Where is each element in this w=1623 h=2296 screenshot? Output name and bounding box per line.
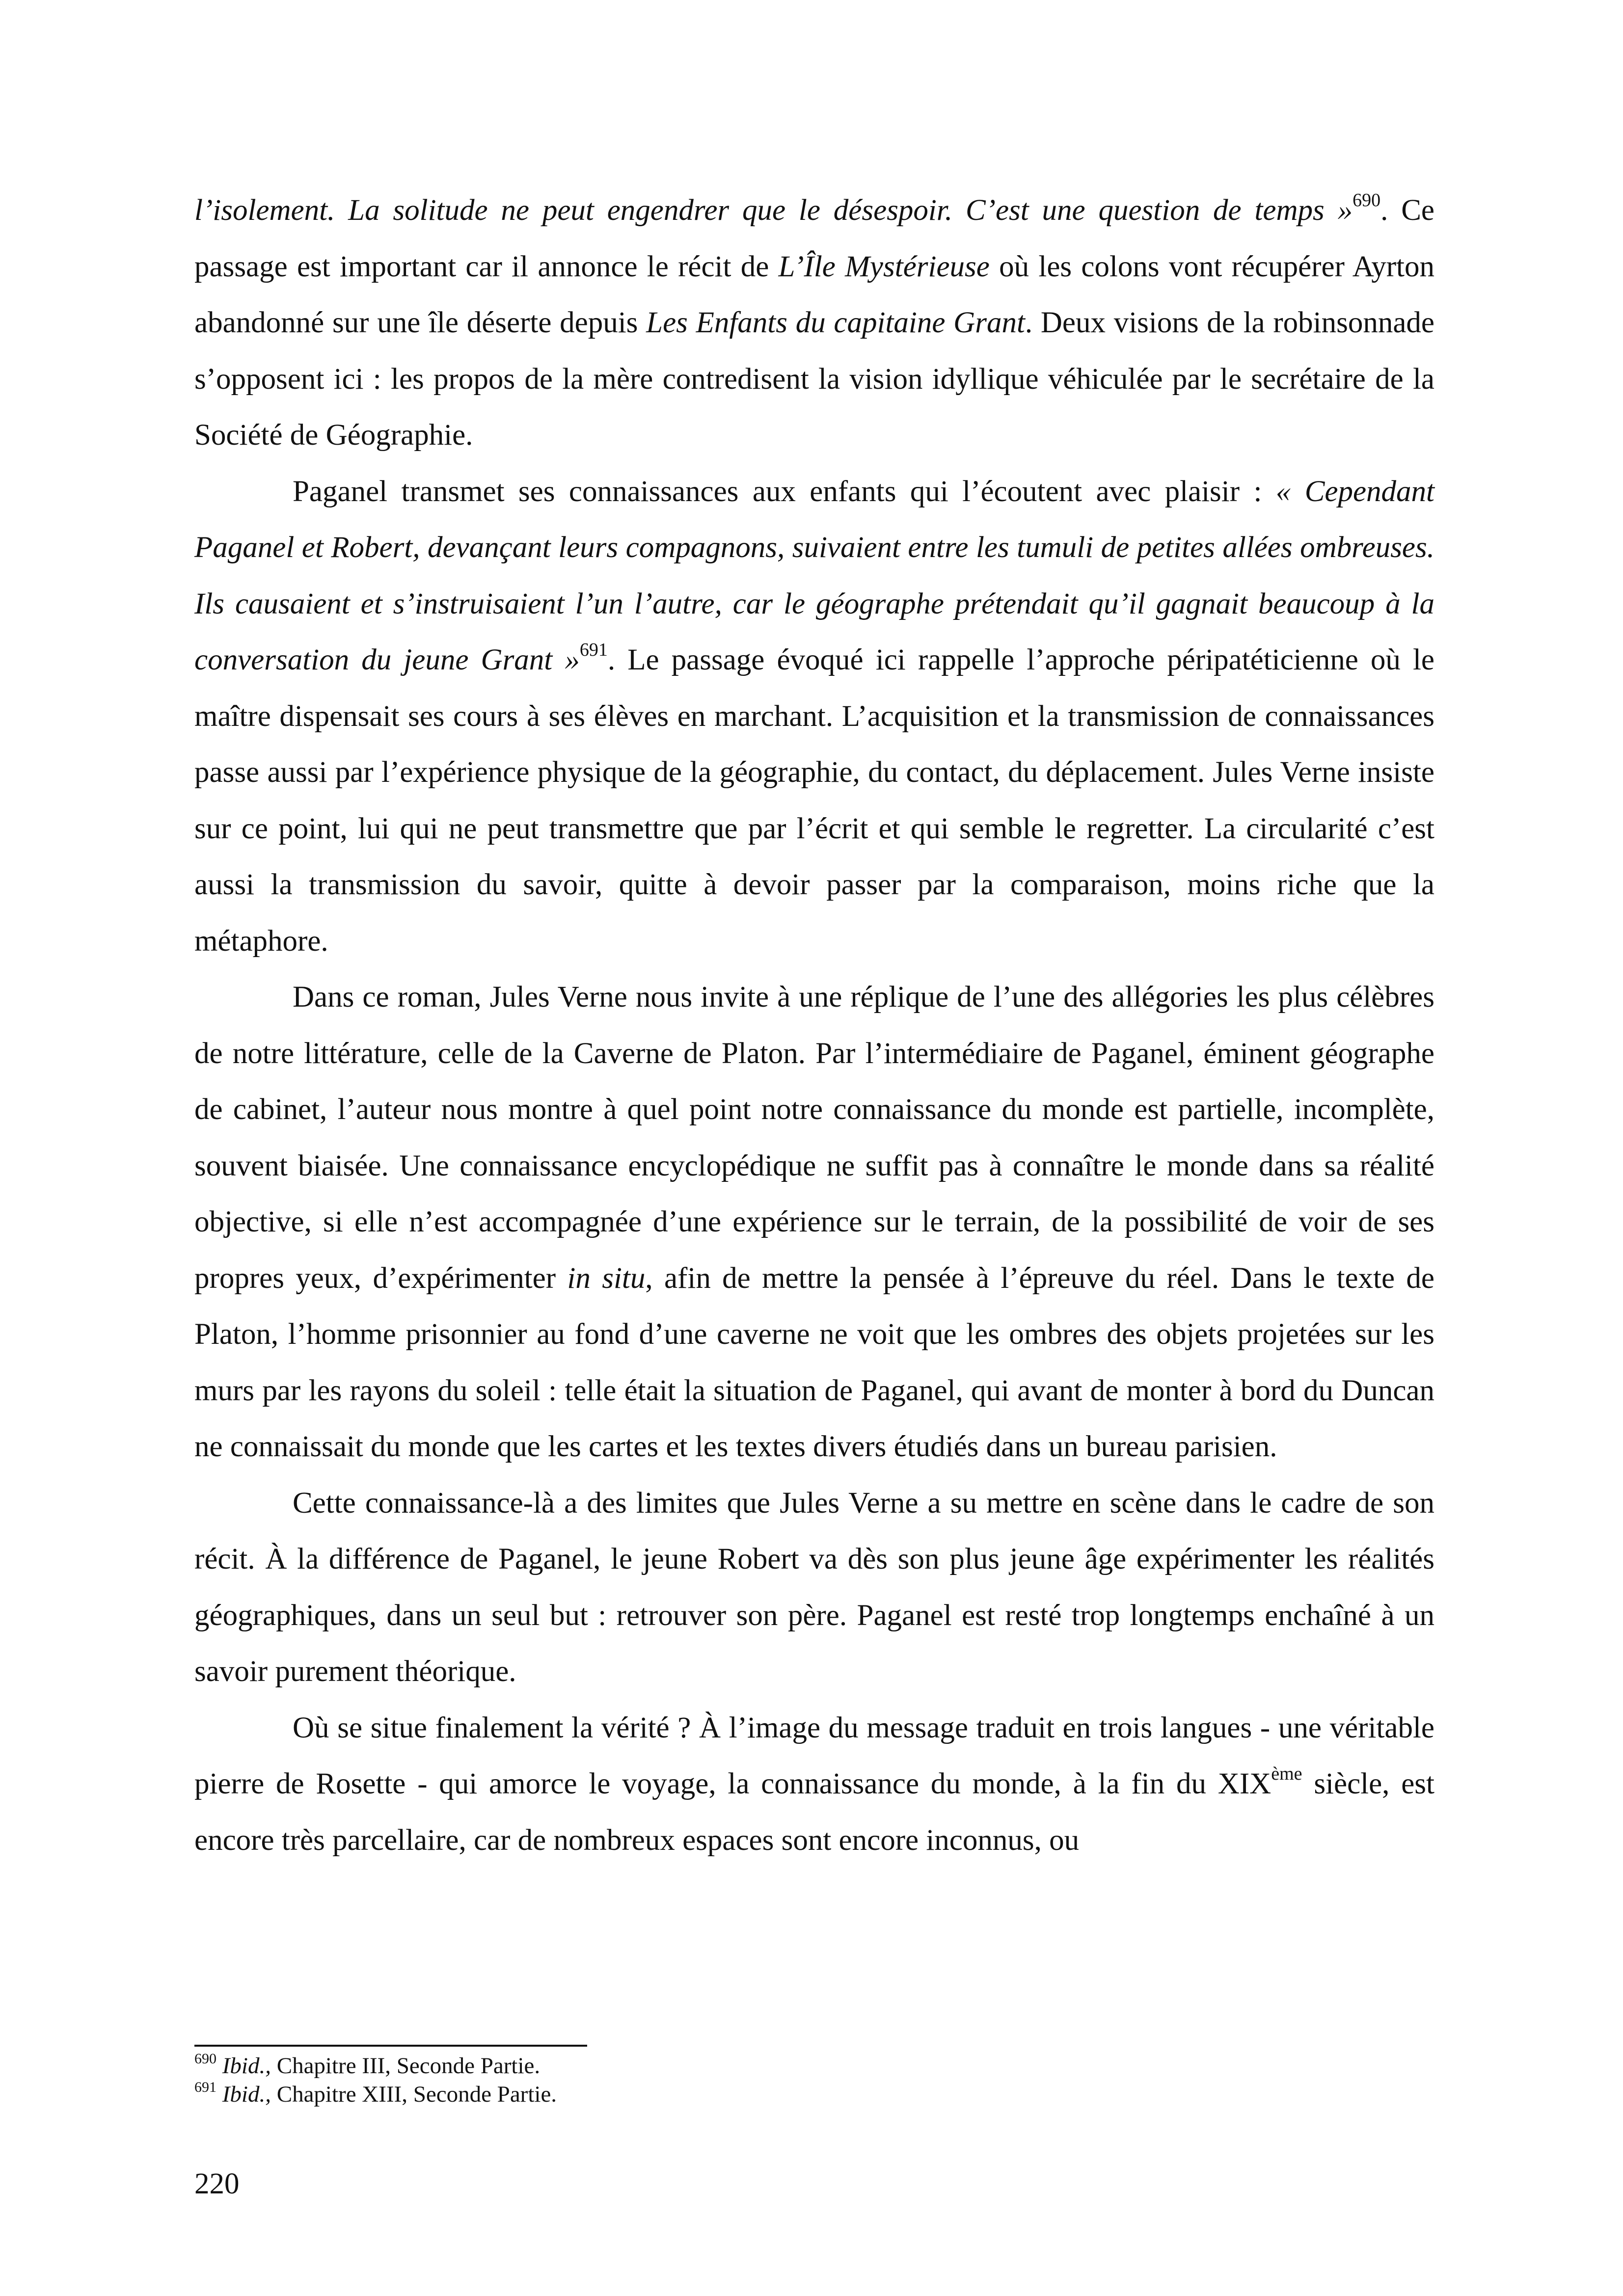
book-title: L’Île Mystérieuse bbox=[778, 250, 990, 283]
paragraph-1: l’isolement. La solitude ne peut engendrer que le désespoir. C’est une question de temps »$^{690}$. Ce passage est important car il annonce le récit de L’Île Mystérieuse où les colons vont récupérer Ayrton abandonné sur une île déserte depuis Les Enfants du capitaine Grant. Deux visions de la robinsonnade s’opposent ici : les propos de la mère contredisent la vision idyllique véhiculée par le secrétaire de la Société de Géographie. bbox=[194, 190, 1435, 452]
footnotes bbox=[194, 2052, 1434, 2109]
paragraph-5: Où se situe finalement la vérité ? À l’image du message traduit en trois langues - une véritable pierre de Rosette - qui amorce le voyage, la connaissance du monde, à la fin du XIXème siècle, est encore très parcellaire, car de nombreux espaces sont encore inconnus, ou bbox=[194, 1711, 1434, 1857]
page-number: 220 bbox=[194, 2167, 240, 2200]
latin-term: in situ bbox=[567, 1261, 646, 1295]
paragraph-4: Cette connaissance-là a des limites que Jules Verne a su mettre en scène dans le cadre de son récit. À la différence de Paganel, le jeune Robert va dès son plus jeune âge expérimenter les réalités géographiques, dans un seul but : retrouver son père. Paganel est resté trop longtemps enchaîné à un savoir purement théorique. bbox=[194, 1486, 1434, 1688]
paragraph-3: Dans ce roman, Jules Verne nous invite à une réplique de l’une des allégories les plus célèbres de notre littérature, celle de la Caverne de Platon. Par l’intermédiaire de Paganel, éminent géographe de cabinet, l’auteur nous montre à quel point notre connaissance du monde est partielle, incomplète, souvent biaisée. Une connaissance encyclopédique ne suffit pas à connaître le monde dans sa réalité objective, si elle n’est accompagnée d’une expérience sur le terrain, de la possibilité de voir de ses propres yeux, d’expérimenter in situ, afin de mettre la pensée à l’épreuve du réel. Dans le texte de Platon, l’homme prisonnier au fond d’une caverne ne voit que les ombres des objets projetées sur les murs par les rayons du soleil : telle était la situation de Paganel, qui avant de monter à bord du Duncan ne connaissait du monde que les cartes et les textes divers étudiés dans un bureau parisien. bbox=[194, 981, 1434, 1463]
footnote-separator bbox=[194, 2045, 587, 2047]
footnote-ref-690[interactable]: 690 bbox=[1352, 190, 1381, 211]
footnote-ref-691[interactable]: 691 bbox=[579, 640, 608, 660]
footnote-690: $^{690}$ Ibid., Chapitre III, Seconde Partie. bbox=[194, 2051, 541, 2079]
superscript: ème bbox=[1271, 1763, 1302, 1784]
footnote-number: 691 bbox=[194, 2079, 216, 2095]
book-title: Les Enfants du capitaine Grant bbox=[646, 306, 1025, 339]
quotation: « Cependant Paganel et Robert, devançant leurs compagnons, suivaient entre les tumuli de petites allées ombreuses. Ils causaient et s’instruisaient l’un l’autre, car le géographe prétendait qu’il gagnait beaucoup à la conversation du jeune Grant » bbox=[194, 475, 1434, 676]
footnote-691: $^{691}$ Ibid., Chapitre XIII, Seconde Partie. bbox=[194, 2079, 557, 2107]
body-text bbox=[194, 183, 1434, 1869]
paragraph-2: Paganel transmet ses connaissances aux enfants qui l’écoutent avec plaisir : « Cependant Paganel et Robert, devançant leurs compagnons, suivaient entre les tumuli de petites allées ombreuses. Ils causaient et s’instruisaient l’un l’autre, car le géographe prétendait qu’il gagnait beaucoup à la conversation du jeune Grant »$^{691}$. Le passage évoqué ici rappelle l’approche péripatéticienne où le maître dispensait ses cours à ses élèves en marchant. L’acquisition et la transmission de connaissances passe aussi par l’expérience physique de la géographie, du contact, du déplacement. Jules Verne insiste sur ce point, lui qui ne peut transmettre que par l’écrit et qui semble le regretter. La circularité c’est aussi la transmission du savoir, quitte à devoir passer par la comparaison, moins riche que la métaphore. bbox=[194, 475, 1434, 958]
footnote-number: 690 bbox=[194, 2051, 216, 2067]
